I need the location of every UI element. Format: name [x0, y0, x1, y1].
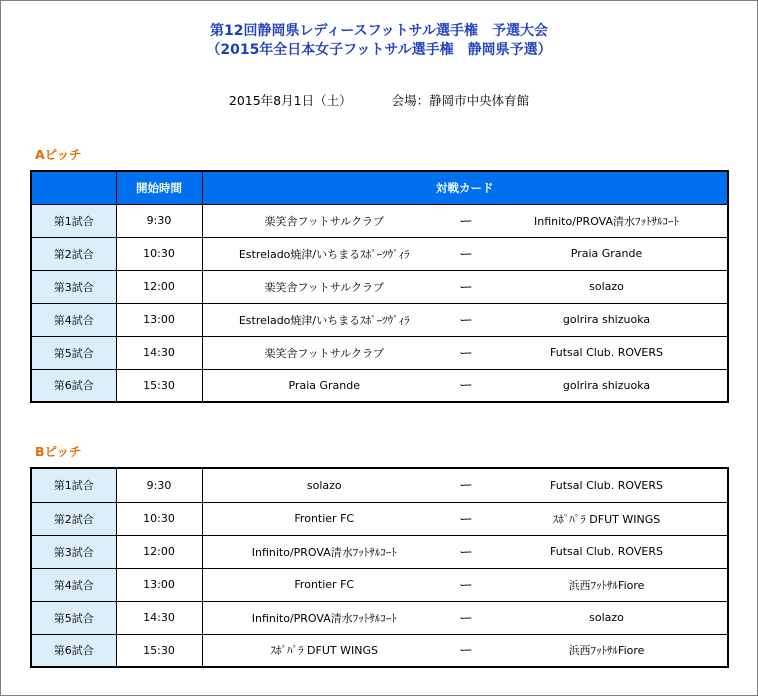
- vs-mark: ー: [446, 369, 486, 402]
- game-number: 第5試合: [31, 336, 116, 369]
- vs-mark: ー: [446, 535, 486, 568]
- table-row: [31, 568, 728, 601]
- home-team: Estrelado焼津/いちまるｽﾎﾟｰﾂｳﾞｨﾗ: [202, 237, 446, 270]
- table-row: [31, 601, 728, 634]
- pitch-b-label: Bピッチ: [35, 444, 82, 459]
- vs-mark: ー: [446, 336, 486, 369]
- home-team: Praia Grande: [202, 369, 446, 402]
- home-team: Infinito/PROVA清水ﾌｯﾄｻﾙｺｰﾄ: [202, 601, 446, 634]
- vs-mark: ー: [446, 502, 486, 535]
- home-team: Frontier FC: [202, 568, 446, 601]
- event-venue: 会場：静岡市中央体育館: [391, 93, 530, 108]
- pitch-a-rows: [31, 204, 728, 402]
- game-number: 第2試合: [31, 237, 116, 270]
- pitch-b-rows: [31, 468, 728, 667]
- away-team: ｽﾎﾟﾊﾟﾗ DFUT WINGS: [486, 502, 728, 535]
- vs-mark: ー: [446, 568, 486, 601]
- table-row: [31, 634, 728, 667]
- away-team: golrira shizuoka: [486, 303, 728, 336]
- game-number: 第6試合: [31, 634, 116, 667]
- away-team: Praia Grande: [486, 237, 728, 270]
- away-team: Futsal Club. ROVERS: [486, 336, 728, 369]
- away-team: Futsal Club. ROVERS: [486, 535, 728, 568]
- vs-mark: ー: [446, 237, 486, 270]
- table-row: [31, 535, 728, 568]
- start-time: 10:30: [116, 237, 202, 270]
- home-team: ｽﾎﾟﾊﾟﾗ DFUT WINGS: [202, 634, 446, 667]
- title-line-2: （2015年全日本女子フットサル選手権 静岡県予選）: [206, 42, 552, 58]
- start-time: 15:30: [116, 634, 202, 667]
- home-team: Estrelado焼津/いちまるｽﾎﾟｰﾂｳﾞｨﾗ: [202, 303, 446, 336]
- game-number: 第4試合: [31, 568, 116, 601]
- away-team: Futsal Club. ROVERS: [486, 468, 728, 502]
- game-number: 第1試合: [31, 204, 116, 237]
- start-time: 14:30: [116, 336, 202, 369]
- vs-mark: ー: [446, 468, 486, 502]
- title-line-1: 第12回静岡県レディースフットサル選手権 予選大会: [210, 23, 548, 39]
- away-team: solazo: [486, 601, 728, 634]
- game-number: 第3試合: [31, 270, 116, 303]
- vs-mark: ー: [446, 270, 486, 303]
- table-row: [31, 237, 728, 270]
- start-time: 12:00: [116, 270, 202, 303]
- home-team: Infinito/PROVA清水ﾌｯﾄｻﾙｺｰﾄ: [202, 535, 446, 568]
- home-team: 楽笑舎フットサルクラブ: [202, 270, 446, 303]
- table-row: [31, 303, 728, 336]
- start-time: 9:30: [116, 468, 202, 502]
- home-team: 楽笑舎フットサルクラブ: [202, 204, 446, 237]
- vs-mark: ー: [446, 303, 486, 336]
- start-time: 13:00: [116, 303, 202, 336]
- header-blank-cell: [31, 171, 116, 204]
- table-row: [31, 502, 728, 535]
- header-start-time: 開始時間: [116, 171, 202, 204]
- away-team: Infinito/PROVA清水ﾌｯﾄｻﾙｺｰﾄ: [486, 204, 728, 237]
- table-row: [31, 204, 728, 237]
- start-time: 9:30: [116, 204, 202, 237]
- start-time: 15:30: [116, 369, 202, 402]
- home-team: 楽笑舎フットサルクラブ: [202, 336, 446, 369]
- table-row: [31, 270, 728, 303]
- header-matchup: 対戦カード: [202, 171, 728, 204]
- pitch-a-schedule-table: [30, 170, 729, 403]
- table-row: [31, 369, 728, 402]
- game-number: 第3試合: [31, 535, 116, 568]
- game-number: 第5試合: [31, 601, 116, 634]
- away-team: solazo: [486, 270, 728, 303]
- start-time: 12:00: [116, 535, 202, 568]
- home-team: solazo: [202, 468, 446, 502]
- pitch-a-label: Aピッチ: [35, 147, 82, 162]
- away-team: golrira shizuoka: [486, 369, 728, 402]
- game-number: 第6試合: [31, 369, 116, 402]
- vs-mark: ー: [446, 204, 486, 237]
- vs-mark: ー: [446, 634, 486, 667]
- start-time: 10:30: [116, 502, 202, 535]
- table-row: [31, 336, 728, 369]
- start-time: 13:00: [116, 568, 202, 601]
- game-number: 第2試合: [31, 502, 116, 535]
- start-time: 14:30: [116, 601, 202, 634]
- event-info: [0, 93, 758, 109]
- away-team: 浜西ﾌｯﾄｻﾙFiore: [486, 634, 728, 667]
- game-number: 第1試合: [31, 468, 116, 502]
- table-header-row: [31, 171, 728, 204]
- event-date: 2015年8月1日（土）: [228, 93, 352, 108]
- home-team: Frontier FC: [202, 502, 446, 535]
- away-team: 浜西ﾌｯﾄｻﾙFiore: [486, 568, 728, 601]
- vs-mark: ー: [446, 601, 486, 634]
- table-row: [31, 468, 728, 502]
- game-number: 第4試合: [31, 303, 116, 336]
- pitch-b-schedule-table: [30, 467, 729, 668]
